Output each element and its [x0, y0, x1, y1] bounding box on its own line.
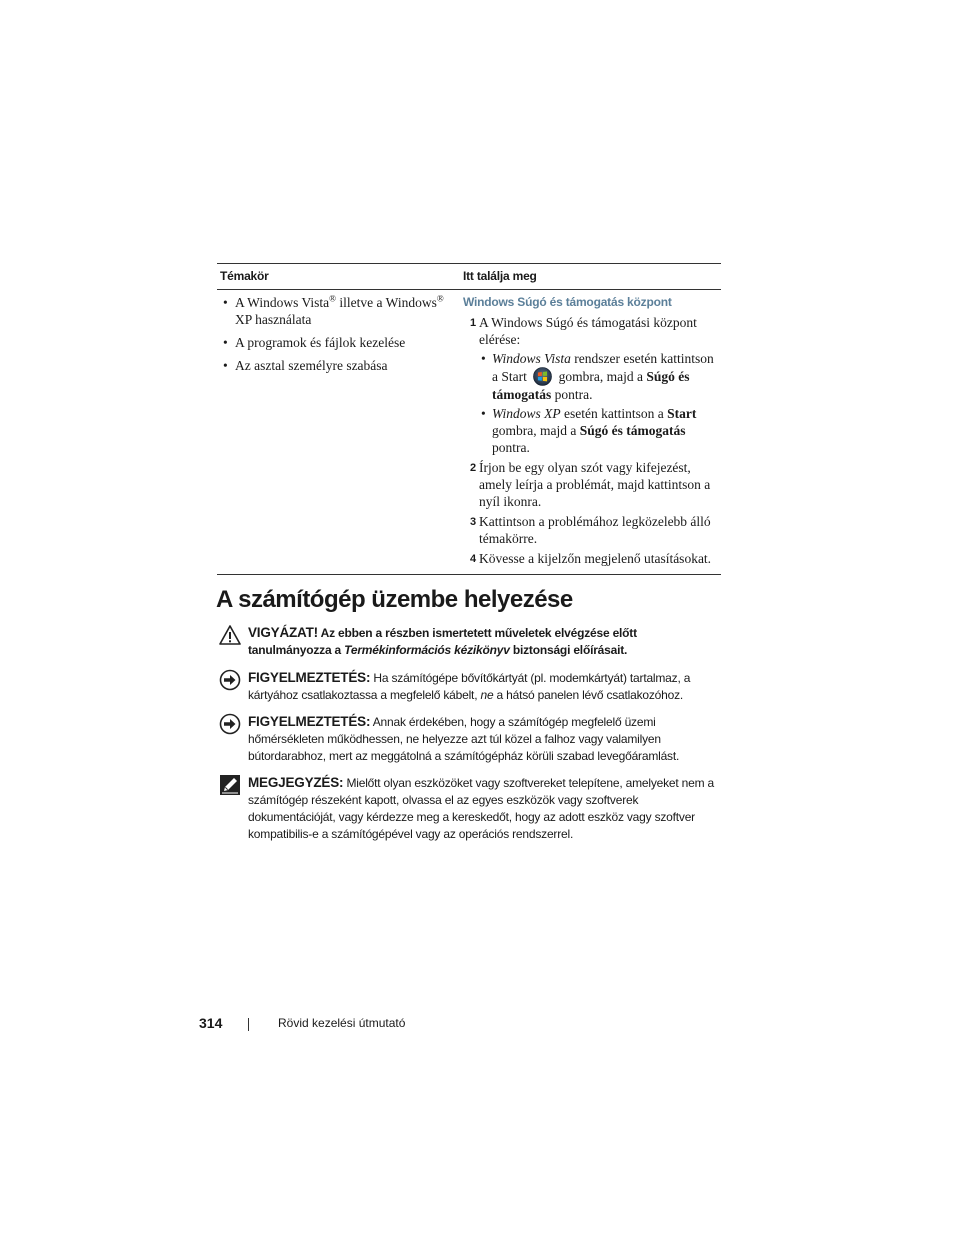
pencil-note-icon	[219, 774, 241, 796]
step-1: 1 A Windows Súgó és támogatási központ elérése: • Windows Vista rendszer esetén kattintson a Start gombra, majd a Súgó és támogatás pontra. • Windows XP esetén kattintson a Start gombra, majd a Súgó és támogatás pontra.	[463, 314, 721, 456]
sub-item-xp: • Windows XP esetén kattintson a Start gombra, majd a Súgó és támogatás pontra.	[481, 405, 721, 456]
list-item: • Az asztal személyre szabása	[223, 357, 453, 374]
notice-2	[217, 713, 717, 765]
list-item: • A programok és fájlok kezelése	[223, 334, 453, 351]
table-body	[217, 290, 721, 575]
step-2: 2 Írjon be egy olyan szót vagy kifejezést, amely leírja a problémát, majd kattintson a nyíl ikonra.	[470, 460, 711, 509]
help-center-heading: Windows Súgó és támogatás központ	[463, 295, 672, 309]
page-number: 314	[199, 1015, 223, 1031]
note-text: MEGJEGYZÉS: Mielőtt olyan eszközöket vagy szoftvereket telepítene, amelyeket nem a számítógép részeként kapott, olvassa el az egyes eszközök vagy szoftverek dokumentációját, vagy kérdezze meg a kereskedőt, hogy az adott eszköz vagy szoftver kompatibilis-e a számítógépével vagy az operációs rendszerrel.	[248, 775, 714, 841]
caution-text: VIGYÁZAT! Az ebben a részben ismertetett műveletek elvégzése előtt tanulmányozza a Termékinformációs kézikönyv biztonsági előírásait.	[248, 625, 637, 657]
step-number: 2	[470, 462, 477, 474]
step-number: 3	[470, 516, 477, 528]
windows-start-icon	[533, 367, 552, 386]
note	[217, 774, 717, 843]
help-table	[217, 263, 721, 575]
notice-1-text: FIGYELMEZTETÉS: Ha számítógépe bővítőkártyát (pl. modemkártyát) tartalmaz, a kártyához csatlakoztassa a megfelelő kábelt, ne a hátsó panelen lévő csatlakozóhoz.	[248, 670, 691, 702]
arrow-circle-icon	[219, 669, 241, 691]
list-item: • A Windows Vista® illetve a Windows® XP használata	[223, 294, 453, 328]
column-header-location: Itt találja meg	[463, 269, 537, 283]
sub-item-vista: • Windows Vista rendszer esetén kattintson a Start gombra, majd a Súgó és támogatás pontra.	[481, 350, 721, 403]
footer-title: Rövid kezelési útmutató	[278, 1016, 406, 1030]
step-number: 4	[470, 553, 477, 565]
column-header-topic: Témakör	[220, 269, 269, 283]
notice-2-text: FIGYELMEZTETÉS: Annak érdekében, hogy a számítógép megfelelő üzemi hőmérsékleten működhessen, ne helyezze azt túl közel a falhoz vagy valamilyen bútordarabhoz, mert az meggátolná a számítógépház körüli szabad levegőáramlást.	[248, 714, 680, 763]
step-3: 3 Kattintson a problémához legközelebb álló témakörre.	[470, 514, 711, 546]
section-heading: A számítógép üzembe helyezése	[216, 586, 573, 613]
arrow-circle-icon	[219, 713, 241, 735]
step-4: 4 Kövesse a kijelzőn megjelenő utasításokat.	[470, 551, 712, 566]
caution-notice	[217, 624, 717, 659]
footer-divider	[248, 1018, 249, 1031]
topic-cell	[223, 294, 453, 380]
notice-1	[217, 669, 717, 704]
location-cell	[463, 294, 721, 570]
table-header	[217, 263, 721, 290]
step-number: 1	[470, 317, 477, 329]
warning-triangle-icon	[219, 624, 241, 646]
